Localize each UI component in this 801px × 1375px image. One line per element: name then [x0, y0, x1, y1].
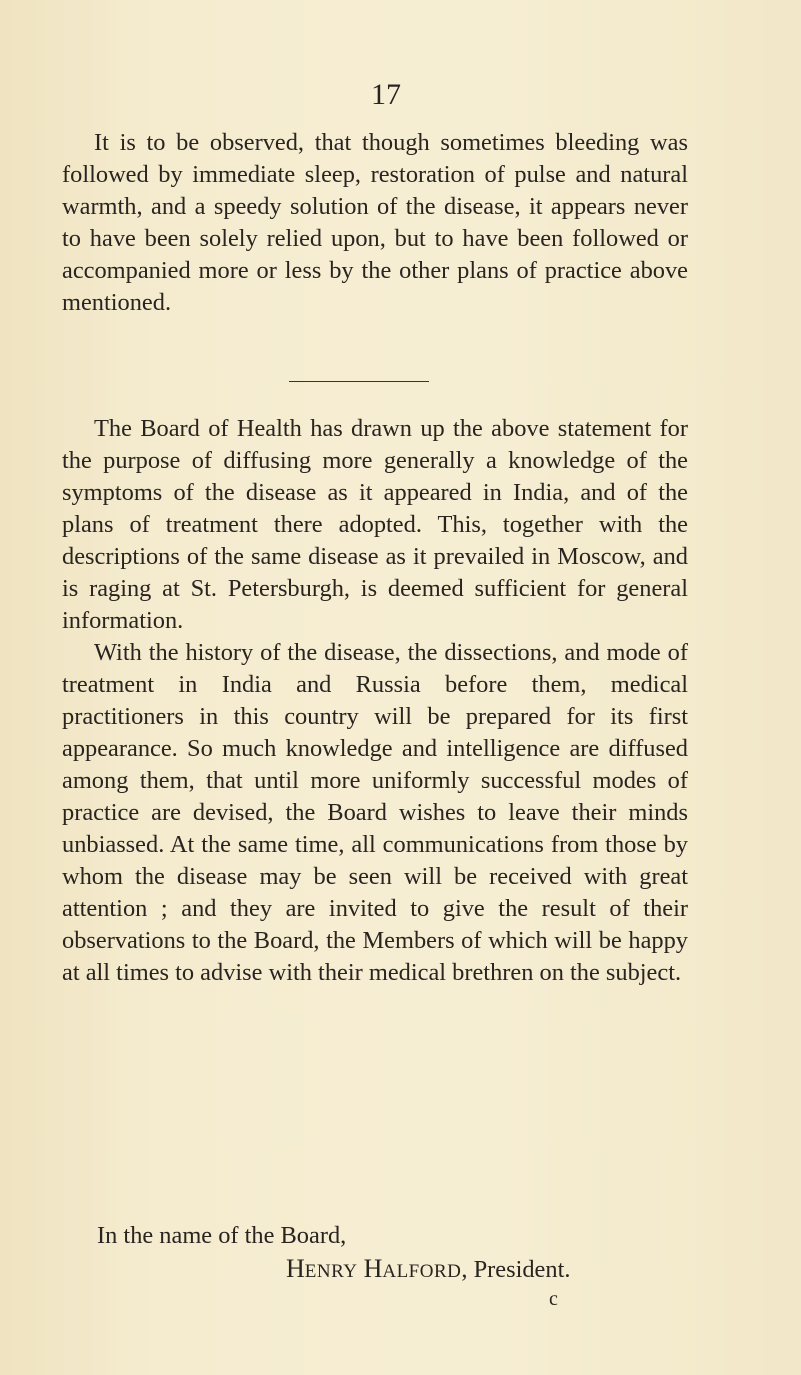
body-text-bottom	[62, 413, 688, 989]
signature-mark: c	[549, 1288, 558, 1310]
page-number: 17	[371, 78, 401, 111]
signatory-title: , President.	[461, 1256, 571, 1283]
signatory-first-rest: ENRY	[304, 1261, 358, 1282]
signatory-last-initial: H	[363, 1254, 383, 1283]
signatory-first-initial: H	[286, 1254, 305, 1283]
closing-line: In the name of the Board,	[97, 1222, 347, 1249]
body-text-top	[62, 127, 688, 319]
paragraph-board-statement: The Board of Health has drawn up the above statement for the purpose of diffusing more generally a knowledge of the symptoms of the disease as it appeared in India, and of the plans of treatment there adopted. This, together with the descriptions of the same disease as it prevailed in Moscow, and is raging at St. Petersburgh, is deemed sufficient for general information.	[62, 415, 688, 634]
paragraph-bleeding-observation: It is to be observed, that though sometimes bleeding was followed by immediate sleep, restoration of pulse and natural warmth, and a speedy solution of the disease, it appears never to have been solely relied upon, but to have been followed or accompanied more or less by the other plans of practice above mentioned.	[62, 129, 688, 316]
signatory-line	[286, 1253, 570, 1288]
signatory-last-rest: ALFORD	[382, 1261, 462, 1282]
section-divider	[289, 381, 429, 382]
paragraph-history-treatment: With the history of the disease, the dissections, and mode of treatment in India and Russia before them, medical practitioners in this country will be prepared for its first appearance. So much knowledge and intelligence are diffused among them, that until more uniformly successful modes of practice are devised, the Board wishes to leave their minds unbiassed. At the same time, all communications from those by whom the disease may be seen will be received with great attention ; and they are invited to give the result of their observations to the Board, the Members of which will be happy at all times to advise with their medical brethren on the subject.	[62, 639, 688, 986]
